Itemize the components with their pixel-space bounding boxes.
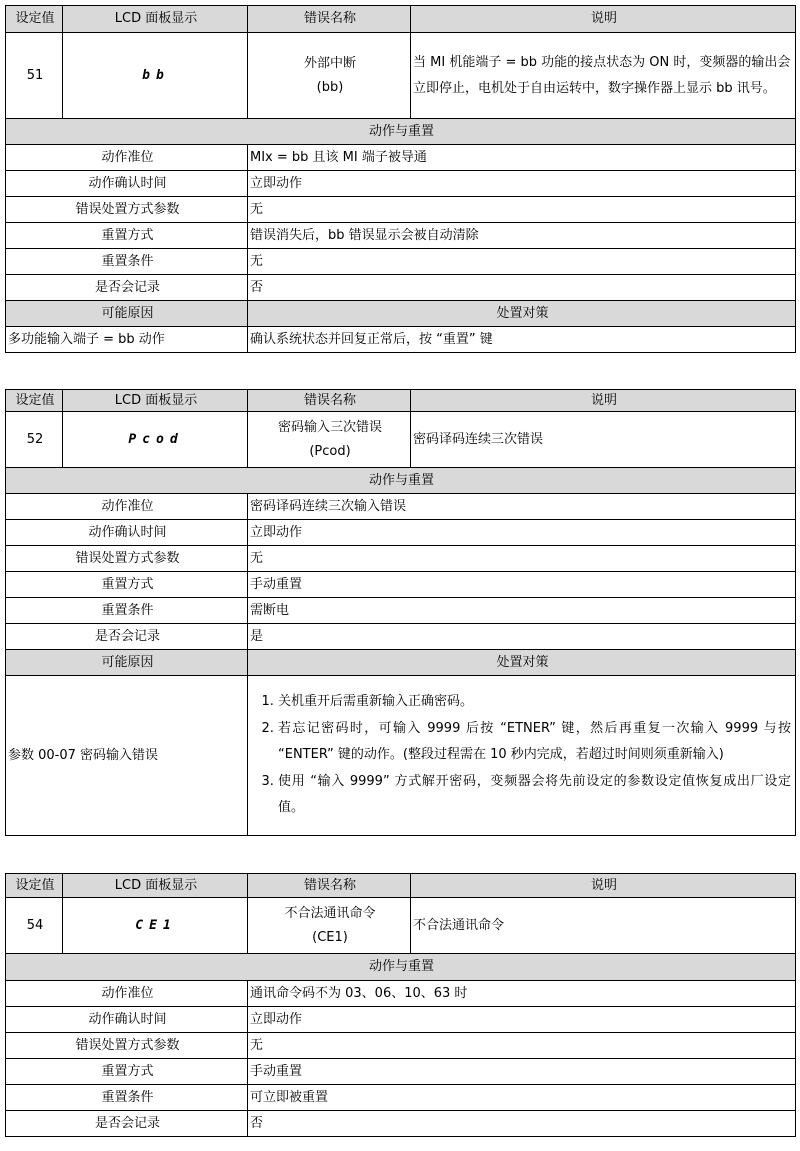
fault-name bbox=[248, 33, 411, 119]
row-value: 密码译码连续三次输入错误 bbox=[248, 494, 796, 520]
header-desc: 说明 bbox=[411, 874, 796, 898]
section-title: 动作与重置 bbox=[6, 468, 796, 494]
fault-name-line1: 不合法通讯命令 bbox=[284, 905, 376, 921]
row-label: 重置条件 bbox=[6, 598, 248, 624]
header-lcd: LCD 面板显示 bbox=[63, 6, 248, 33]
fault-code: 51 bbox=[6, 33, 63, 119]
header-setting: 设定值 bbox=[6, 390, 63, 412]
fault-table-54 bbox=[5, 873, 796, 1137]
fault-description: 密码译码连续三次错误 bbox=[411, 412, 796, 468]
header-lcd: LCD 面板显示 bbox=[63, 874, 248, 898]
action-list-cell bbox=[248, 676, 796, 836]
header-setting: 设定值 bbox=[6, 6, 63, 33]
fault-name-line2: (CE1) bbox=[312, 929, 348, 945]
fault-name-line1: 外部中断 bbox=[303, 55, 356, 71]
cause-header: 可能原因 bbox=[6, 650, 248, 676]
row-label: 是否会记录 bbox=[6, 624, 248, 650]
section-title: 动作与重置 bbox=[6, 119, 796, 145]
row-value: 无 bbox=[248, 546, 796, 572]
fault-table-51 bbox=[5, 5, 796, 353]
row-value: 立即动作 bbox=[248, 520, 796, 546]
row-label: 动作确认时间 bbox=[6, 1007, 248, 1033]
row-label: 重置条件 bbox=[6, 1085, 248, 1111]
header-name: 错误名称 bbox=[248, 390, 411, 412]
row-label: 重置方式 bbox=[6, 1059, 248, 1085]
header-name: 错误名称 bbox=[248, 874, 411, 898]
fault-name bbox=[248, 898, 411, 954]
row-label: 是否会记录 bbox=[6, 275, 248, 301]
row-value: 立即动作 bbox=[248, 171, 796, 197]
lcd-display: Pcod bbox=[63, 412, 248, 468]
row-value: 是 bbox=[248, 624, 796, 650]
header-desc: 说明 bbox=[411, 390, 796, 412]
action-step: 3. 使用 “输入 9999” 方式解开密码，变频器会将先前设定的参数设定值恢复成出厂设定值。 bbox=[278, 769, 795, 822]
action-header: 处置对策 bbox=[248, 650, 796, 676]
action-list bbox=[250, 689, 795, 822]
action-step: 2. 若忘记密码时，可输入 9999 后按 “ETNER” 键，然后再重复一次输入 9999 与按 “ENTER” 键的动作。(整段过程需在 10 秒内完成，若超过时间则须重新输入) bbox=[278, 716, 795, 769]
row-value: 否 bbox=[248, 275, 796, 301]
fault-table-52 bbox=[5, 389, 796, 836]
row-label: 重置方式 bbox=[6, 572, 248, 598]
row-label: 动作确认时间 bbox=[6, 171, 248, 197]
header-desc: 说明 bbox=[411, 6, 796, 33]
row-value: 需断电 bbox=[248, 598, 796, 624]
fault-name-line1: 密码输入三次错误 bbox=[277, 419, 382, 435]
row-value: 通讯命令码不为 03、06、10、63 时 bbox=[248, 981, 796, 1007]
row-value: 否 bbox=[248, 1111, 796, 1137]
section-title: 动作与重置 bbox=[6, 954, 796, 981]
row-value: MIx = bb 且该 MI 端子被导通 bbox=[248, 145, 796, 171]
fault-name bbox=[248, 412, 411, 468]
row-label: 动作准位 bbox=[6, 145, 248, 171]
lcd-display: bb bbox=[63, 33, 248, 119]
fault-name-line2: (bb) bbox=[316, 79, 344, 95]
header-name: 错误名称 bbox=[248, 6, 411, 33]
row-label: 动作确认时间 bbox=[6, 520, 248, 546]
action-header: 处置对策 bbox=[248, 301, 796, 327]
cause-text: 多功能输入端子 = bb 动作 bbox=[6, 327, 248, 353]
row-value: 无 bbox=[248, 1033, 796, 1059]
row-value: 无 bbox=[248, 197, 796, 223]
fault-code: 52 bbox=[6, 412, 63, 468]
fault-name-line2: (Pcod) bbox=[309, 443, 351, 459]
row-label: 错误处置方式参数 bbox=[6, 546, 248, 572]
row-label: 错误处置方式参数 bbox=[6, 1033, 248, 1059]
fault-code: 54 bbox=[6, 898, 63, 954]
row-label: 错误处置方式参数 bbox=[6, 197, 248, 223]
row-label: 重置条件 bbox=[6, 249, 248, 275]
row-value: 可立即被重置 bbox=[248, 1085, 796, 1111]
row-value: 立即动作 bbox=[248, 1007, 796, 1033]
row-label: 动作准位 bbox=[6, 494, 248, 520]
row-value: 手动重置 bbox=[248, 572, 796, 598]
row-value: 手动重置 bbox=[248, 1059, 796, 1085]
cause-header: 可能原因 bbox=[6, 301, 248, 327]
fault-description: 不合法通讯命令 bbox=[411, 898, 796, 954]
action-text: 确认系统状态并回复正常后，按 “重置” 键 bbox=[248, 327, 796, 353]
fault-description: 当 MI 机能端子 = bb 功能的接点状态为 ON 时，变频器的输出会立即停止，电机处于自由运转中，数字操作器上显示 bb 讯号。 bbox=[411, 33, 796, 119]
lcd-display: CE1 bbox=[63, 898, 248, 954]
header-setting: 设定值 bbox=[6, 874, 63, 898]
row-label: 是否会记录 bbox=[6, 1111, 248, 1137]
row-value: 错误消失后，bb 错误显示会被自动清除 bbox=[248, 223, 796, 249]
row-label: 动作准位 bbox=[6, 981, 248, 1007]
row-value: 无 bbox=[248, 249, 796, 275]
cause-text: 参数 00-07 密码输入错误 bbox=[6, 676, 248, 836]
row-label: 重置方式 bbox=[6, 223, 248, 249]
action-step: 1. 关机重开后需重新输入正确密码。 bbox=[278, 689, 795, 716]
header-lcd: LCD 面板显示 bbox=[63, 390, 248, 412]
